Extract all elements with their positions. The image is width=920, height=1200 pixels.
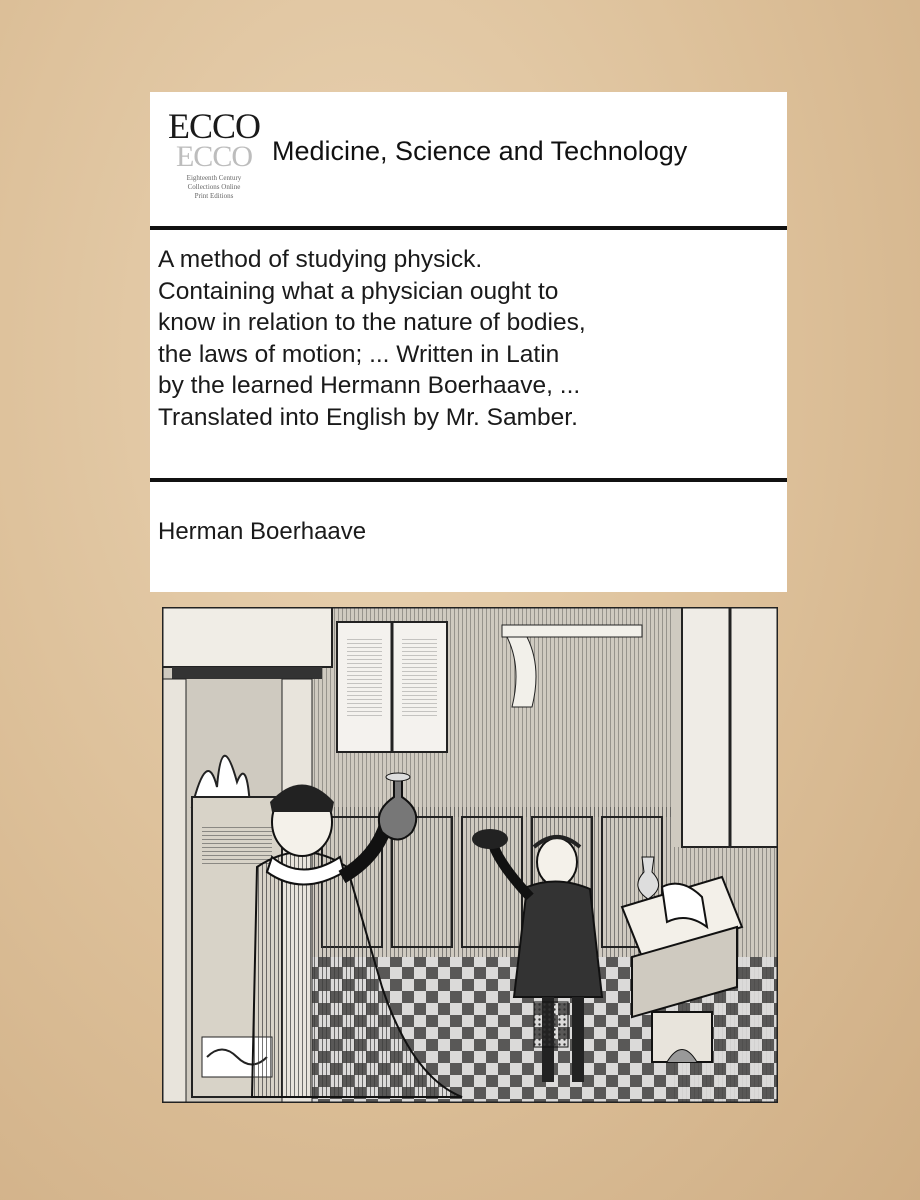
logo-caption xyxy=(166,174,262,201)
logo-mark-reflection: ECCO xyxy=(175,140,252,173)
title-panel xyxy=(150,92,787,592)
ecco-logo xyxy=(166,108,262,216)
book-author: Herman Boerhaave xyxy=(158,518,367,545)
engraving-illustration xyxy=(162,607,778,1103)
logo-mark: ECCO xyxy=(167,106,260,146)
divider-top xyxy=(150,226,787,230)
book-title: A method of studying physick. Containing what a physician ought to know in relation to the nature of bodies, the laws of motion; ... Written in Latin by the learned Hermann Boerhaave, ... Translated into English by Mr. Samber. xyxy=(158,246,586,431)
logo-caption-line: Print Editions xyxy=(194,192,234,200)
series-title: Medicine, Science and Technology xyxy=(272,136,688,166)
logo-caption-line: Collections Online xyxy=(187,183,241,191)
series-header xyxy=(150,92,787,226)
divider-bottom xyxy=(150,478,787,482)
logo-caption-line: Eighteenth Century xyxy=(186,174,242,182)
